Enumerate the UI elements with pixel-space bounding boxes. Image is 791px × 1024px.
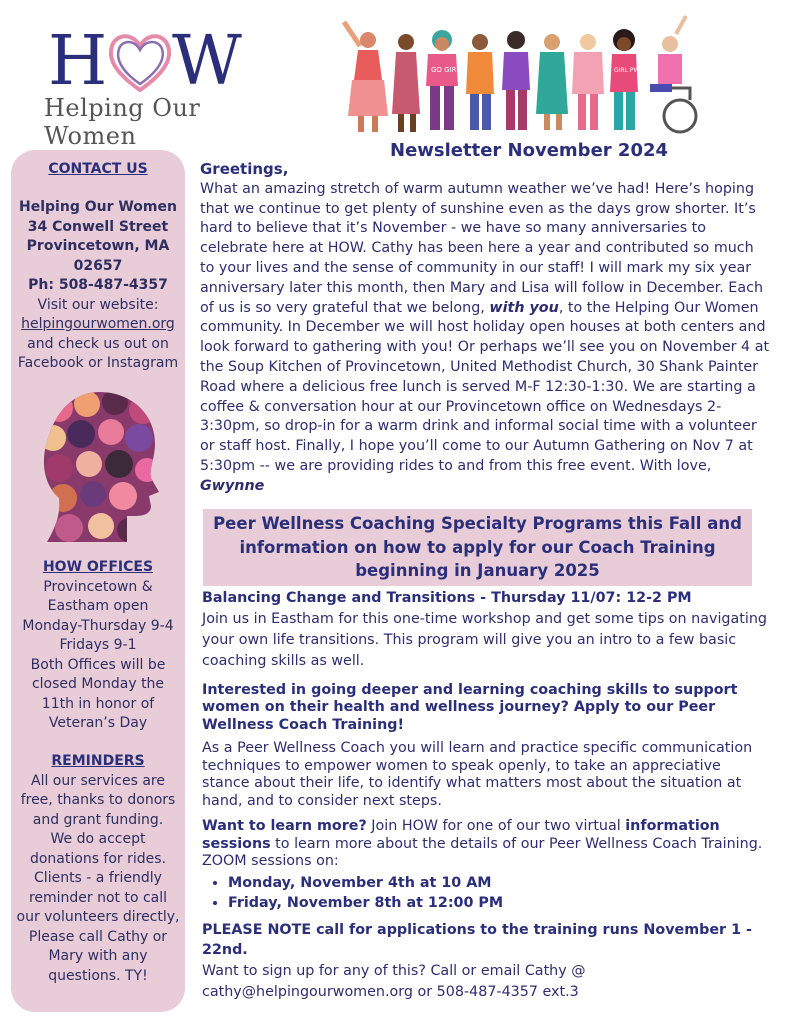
wheelchair-woman-icon bbox=[650, 16, 696, 132]
zip-code: 02657 bbox=[73, 257, 123, 274]
learn-more-text-2: to learn more about the details of our Peer Wellness Coach Training. ZOOM sessions on: bbox=[202, 835, 763, 869]
social-text-1: and check us out on bbox=[27, 335, 169, 352]
city-address: Provincetown, MA bbox=[26, 238, 170, 254]
reminder-line: free, thanks to donors bbox=[20, 792, 176, 808]
hours-line: Provincetown & bbox=[43, 578, 153, 595]
hours-line: 11th in honor of bbox=[41, 695, 155, 712]
org-name: Helping Our Women bbox=[19, 199, 177, 215]
woman-figure-icon bbox=[536, 34, 568, 130]
contact-heading: CONTACT US bbox=[48, 161, 148, 177]
reminder-line: All our services are bbox=[31, 772, 165, 789]
woman-figure-icon bbox=[426, 30, 461, 130]
coach-training-heading: Interested in going deeper and learning coaching skills to support women on their health and wellness journey? Apply to our Peer Wellness Coach Training! bbox=[202, 681, 738, 733]
info-sessions-label: information sessions bbox=[202, 818, 720, 852]
logo-letter-w: W bbox=[172, 22, 242, 101]
learn-more-label: Want to learn more? bbox=[202, 818, 367, 834]
hours-line: Both Offices will be bbox=[30, 656, 166, 673]
reminder-line: reminder not to call bbox=[28, 889, 168, 906]
learn-more-text: Join HOW for one of our two virtual bbox=[366, 818, 626, 834]
how-logo bbox=[40, 22, 300, 150]
woman-figure-icon bbox=[466, 34, 494, 130]
woman-figure-icon bbox=[344, 22, 388, 132]
hours-heading: HOW OFFICES bbox=[42, 559, 154, 575]
reminder-line: Please call Cathy or bbox=[28, 928, 168, 945]
sidebar bbox=[11, 150, 185, 1012]
letter-text-part2: , to the Helping Our Women community. In December we will host holiday open houses at both centers and look forward to gathering with you! Or perhaps we’ll see you on November 4 at the Soup Kitchen of Provincetown, United Methodist Church, 30 Shank Painter Road where a delicious free lunch is served M-F 12:30-1:30. We are starting a coffee & conversation hour at our Provincetown office on Wednesdays 2-3:30pm, so drop-in for a warm drink and informal social time with a volunteer or staff host. Finally, I hope you’ll come to our Autumn Gathering on Nov 7 at 5:30pm -- we are providing rides to and from this free event. With love, bbox=[200, 299, 770, 474]
street-address: 34 Conwell Street bbox=[27, 218, 169, 235]
programs-section bbox=[202, 588, 772, 1003]
letter-text-part1: What an amazing stretch of warm autumn weather we’ve had! Here’s hoping that we continue to get plenty of sunshine even as the days grow shorter. It’s hard to believe that it’s November - we have so many anniversaries to celebrate here at HOW. Cathy has been here a year and contributed so much to your lives and the sense of community in our staff! I will mark my six year anniversary later this month, then Mary and Lisa will follow in December. Each of us is so very grateful that we belong, bbox=[200, 180, 764, 316]
hours-line: Fridays 9-1 bbox=[59, 637, 137, 653]
learn-more-paragraph bbox=[202, 818, 772, 871]
women-group-illustration bbox=[330, 4, 740, 140]
banner-line: beginning in January 2025 bbox=[355, 561, 600, 580]
hours-line: Eastham open bbox=[47, 598, 149, 614]
session-item: • Friday, November 8th at 12:00 PM bbox=[228, 893, 772, 914]
reminder-line: our volunteers directly, bbox=[16, 909, 180, 925]
visit-text: Visit our website: bbox=[37, 296, 159, 313]
hours-line: Veteran’s Day bbox=[48, 715, 148, 731]
session-item: • Monday, November 4th at 10 AM bbox=[228, 873, 772, 894]
programs-banner bbox=[203, 509, 752, 586]
website-link[interactable]: helpingourwomen.org bbox=[21, 316, 175, 332]
sessions-list bbox=[202, 873, 772, 914]
hours-line: closed Monday the bbox=[31, 676, 165, 692]
logo-tagline: Helping Our Women bbox=[44, 94, 201, 150]
woman-figure-icon bbox=[392, 34, 420, 132]
greeting-letter bbox=[200, 160, 770, 497]
reminder-line: We do accept bbox=[50, 831, 146, 847]
application-note: PLEASE NOTE call for applications to the training runs November 1 - 22nd. bbox=[202, 921, 752, 958]
newsletter-title: Newsletter November 2024 bbox=[390, 140, 669, 161]
woman-figure-icon bbox=[610, 29, 644, 130]
heart-logo-icon bbox=[104, 28, 176, 98]
workshop-title: Balancing Change and Transitions - Thursday 11/07: 12-2 PM bbox=[202, 590, 692, 606]
logo-letter-h: H bbox=[48, 22, 108, 101]
reminder-line: Mary with any bbox=[48, 948, 148, 964]
woman-figure-icon bbox=[572, 34, 604, 130]
banner-line: information on how to apply for our Coach Training bbox=[239, 537, 716, 557]
social-text-2: Facebook or Instagram bbox=[17, 355, 179, 371]
girl-pwr-text: GIRL PWR bbox=[614, 67, 644, 74]
reminders-heading: REMINDERS bbox=[51, 753, 145, 769]
letter-signature: Gwynne bbox=[200, 477, 265, 494]
reminder-line: questions. TY! bbox=[48, 967, 148, 984]
go-girl-text: GO GIRL bbox=[431, 66, 461, 74]
reminder-line: Clients - a friendly bbox=[34, 870, 162, 886]
reminder-line: donations for rides. bbox=[29, 850, 167, 867]
workshop-description: Join us in Eastham for this one-time workshop and get some tips on navigating your own life transitions. This program will give you an intro to a few basic coaching skills as well. bbox=[202, 610, 767, 669]
women-profile-collage-icon bbox=[39, 388, 163, 546]
greeting-heading: Greetings, bbox=[200, 160, 289, 178]
banner-line: Peer Wellness Coaching Specialty Programs this Fall and bbox=[213, 514, 742, 533]
letter-emphasis: with you bbox=[489, 299, 559, 316]
letter-body bbox=[200, 180, 770, 497]
hours-line: Monday-Thursday 9-4 bbox=[22, 617, 174, 634]
signup-text: Want to sign up for any of this? Call or email Cathy @ cathy@helpingourwomen.org or 508-487-4357 ext.3 bbox=[202, 962, 586, 1000]
coach-training-description: As a Peer Wellness Coach you will learn and practice specific communication techniques to empower women to speak openly, to take an appreciative stance about their life, to identify what matters most about the situation at hand, and to consider next steps. bbox=[202, 740, 753, 809]
woman-figure-icon bbox=[502, 31, 530, 130]
phone-number: Ph: 508-487-4357 bbox=[28, 277, 168, 293]
reminder-line: and grant funding. bbox=[32, 811, 164, 828]
